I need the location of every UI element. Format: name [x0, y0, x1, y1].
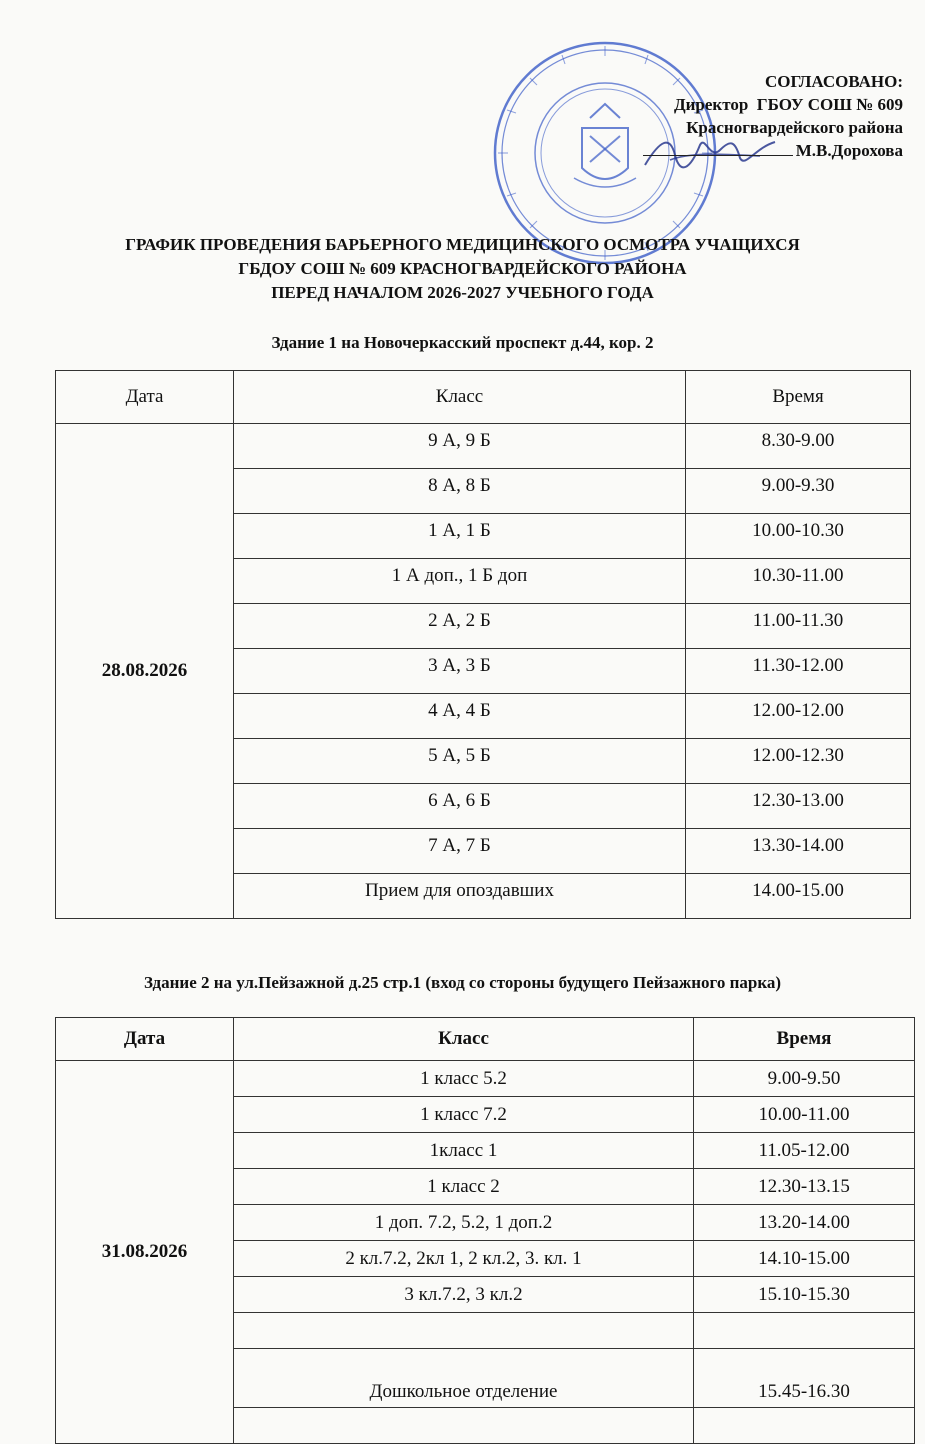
- time-cell: 14.10-15.00: [694, 1241, 915, 1277]
- schedule-date: 31.08.2026: [56, 1061, 234, 1444]
- signature-line: [643, 139, 793, 156]
- time-cell: 9.00-9.30: [686, 469, 911, 514]
- header-time: Время: [694, 1018, 915, 1061]
- approval-director: Директор ГБОУ СОШ № 609: [673, 95, 903, 114]
- class-cell: 3 кл.7.2, 3 кл.2: [234, 1277, 694, 1313]
- time-cell: [694, 1408, 915, 1444]
- class-cell: 1класс 1: [234, 1133, 694, 1169]
- time-cell: 12.30-13.15: [694, 1169, 915, 1205]
- class-cell: 4 А, 4 Б: [234, 694, 686, 739]
- time-cell: 13.20-14.00: [694, 1205, 915, 1241]
- class-cell: 1 класс 2: [234, 1169, 694, 1205]
- time-cell: 15.10-15.30: [694, 1277, 915, 1313]
- header-class: Класс: [234, 371, 686, 424]
- time-cell: [694, 1313, 915, 1349]
- header-time: Время: [686, 371, 911, 424]
- approval-name: М.В.Дорохова: [795, 141, 903, 160]
- class-cell: Дошкольное отделение: [234, 1349, 694, 1408]
- class-cell: 1 А доп., 1 Б доп: [234, 559, 686, 604]
- class-cell: 1 доп. 7.2, 5.2, 1 доп.2: [234, 1205, 694, 1241]
- header-date: Дата: [56, 1018, 234, 1061]
- time-cell: 11.00-11.30: [686, 604, 911, 649]
- title-line-1: ГРАФИК ПРОВЕДЕНИЯ БАРЬЕРНОГО МЕДИЦИНСКОГО ОСМОТРА УЧАЩИХСЯ: [125, 235, 800, 254]
- class-cell: 1 класс 5.2: [234, 1061, 694, 1097]
- time-cell: 8.30-9.00: [686, 424, 911, 469]
- class-cell: 6 А, 6 Б: [234, 784, 686, 829]
- building-2-heading: Здание 2 на ул.Пейзажной д.25 стр.1 (вход со стороны будущего Пейзажного парка): [143, 973, 782, 992]
- table-row: [56, 424, 911, 469]
- building-1-schedule-table: [55, 370, 911, 919]
- time-cell: 10.00-10.30: [686, 514, 911, 559]
- time-cell: 10.00-11.00: [694, 1097, 915, 1133]
- header-date: Дата: [56, 371, 234, 424]
- time-cell: 10.30-11.00: [686, 559, 911, 604]
- building-2-schedule-table: [55, 1017, 915, 1444]
- header-class: Класс: [234, 1018, 694, 1061]
- class-cell: 5 А, 5 Б: [234, 739, 686, 784]
- table-row: [56, 1061, 915, 1097]
- time-cell: 15.45-16.30: [694, 1349, 915, 1408]
- class-cell: 2 кл.7.2, 2кл 1, 2 кл.2, 3. кл. 1: [234, 1241, 694, 1277]
- document-title: [0, 233, 925, 305]
- schedule-date: 28.08.2026: [56, 424, 234, 919]
- time-cell: 12.00-12.30: [686, 739, 911, 784]
- approval-heading: СОГЛАСОВАНО:: [764, 72, 903, 91]
- table-header-row: [56, 371, 911, 424]
- time-cell: 12.00-12.00: [686, 694, 911, 739]
- class-cell: [234, 1313, 694, 1349]
- class-cell: 2 А, 2 Б: [234, 604, 686, 649]
- class-cell: 7 А, 7 Б: [234, 829, 686, 874]
- time-cell: 12.30-13.00: [686, 784, 911, 829]
- class-cell: Прием для опоздавших: [234, 874, 686, 919]
- class-cell: 1 класс 7.2: [234, 1097, 694, 1133]
- title-line-2: ГБДОУ СОШ № 609 КРАСНОГВАРДЕЙСКОГО РАЙОНА: [238, 259, 687, 278]
- time-cell: 11.30-12.00: [686, 649, 911, 694]
- class-cell: 3 А, 3 Б: [234, 649, 686, 694]
- time-cell: 13.30-14.00: [686, 829, 911, 874]
- time-cell: 9.00-9.50: [694, 1061, 915, 1097]
- time-cell: 14.00-15.00: [686, 874, 911, 919]
- approval-district: Красногвардейского района: [686, 118, 903, 137]
- class-cell: 1 А, 1 Б: [234, 514, 686, 559]
- table-header-row: [56, 1018, 915, 1061]
- time-cell: 11.05-12.00: [694, 1133, 915, 1169]
- class-cell: 9 А, 9 Б: [234, 424, 686, 469]
- approval-block: [643, 70, 903, 162]
- title-line-3: ПЕРЕД НАЧАЛОМ 2026-2027 УЧЕБНОГО ГОДА: [271, 283, 654, 302]
- class-cell: 8 А, 8 Б: [234, 469, 686, 514]
- building-1-heading: Здание 1 на Новочеркасский проспект д.44, кор. 2: [271, 333, 654, 352]
- class-cell: [234, 1408, 694, 1444]
